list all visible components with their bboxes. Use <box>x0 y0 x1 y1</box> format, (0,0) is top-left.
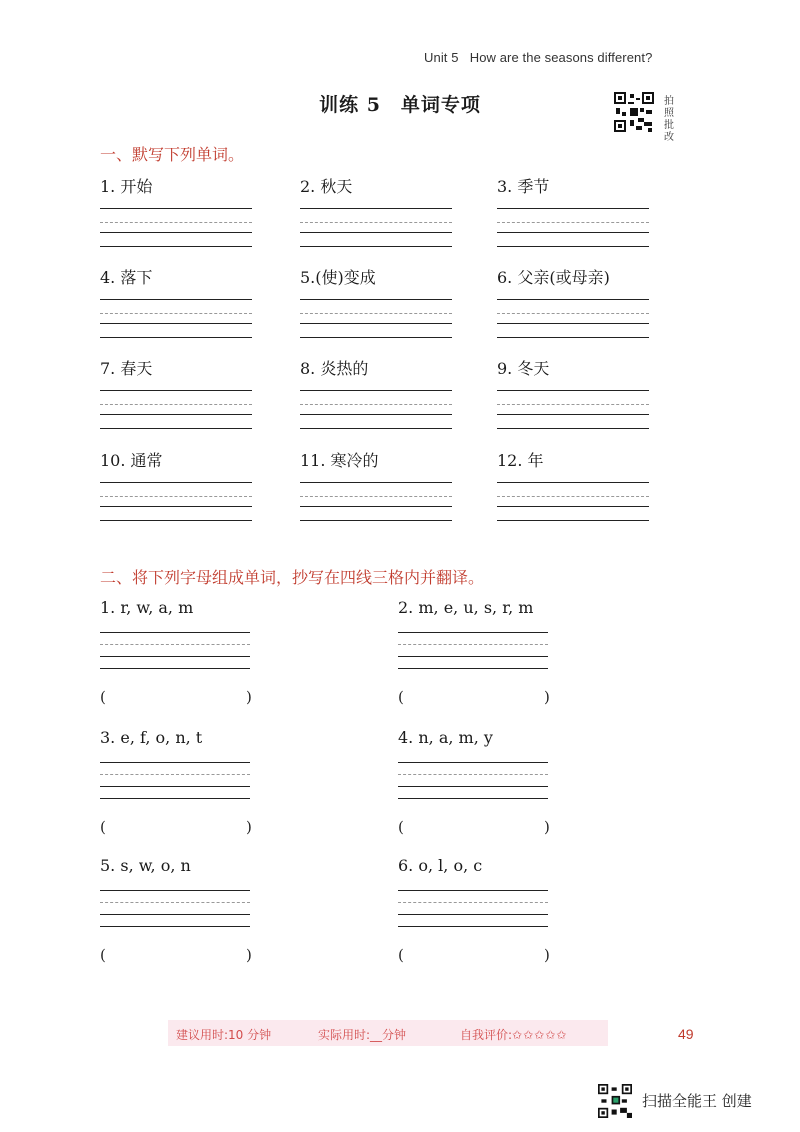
vocab-item-label: 11. 寒冷的 <box>300 451 379 470</box>
writing-line <box>497 299 649 300</box>
writing-line <box>100 656 250 657</box>
writing-line <box>300 337 452 338</box>
paren-open: ( <box>398 818 404 836</box>
writing-line <box>300 428 452 429</box>
writing-line <box>100 428 252 429</box>
writing-line <box>100 246 252 247</box>
writing-line <box>300 299 452 300</box>
star-rating[interactable]: ✩✩✩✩✩ <box>512 1028 568 1042</box>
writing-line <box>398 762 548 763</box>
scanner-qr-icon <box>598 1084 632 1118</box>
writing-line <box>100 668 250 669</box>
writing-line <box>497 404 649 405</box>
scramble-item-label: 3. e, f, o, n, t <box>100 728 203 747</box>
vocab-item-label: 3. 季节 <box>497 177 550 196</box>
writing-lines[interactable] <box>497 299 649 343</box>
writing-lines[interactable] <box>100 299 252 343</box>
writing-line <box>100 774 250 775</box>
vocab-item-label: 1. 开始 <box>100 177 153 196</box>
writing-lines[interactable] <box>300 208 452 252</box>
vocab-item-label: 10. 通常 <box>100 451 163 470</box>
writing-line <box>300 246 452 247</box>
writing-line <box>100 914 250 915</box>
writing-line <box>300 208 452 209</box>
writing-lines[interactable] <box>497 390 649 434</box>
writing-line <box>398 798 548 799</box>
running-header <box>424 50 652 65</box>
writing-lines[interactable] <box>300 390 452 434</box>
writing-line <box>398 902 548 903</box>
writing-line <box>497 414 649 415</box>
writing-line <box>100 762 250 763</box>
writing-line <box>100 798 250 799</box>
writing-lines[interactable] <box>100 632 250 676</box>
qr-caption-char: 批 <box>664 120 674 131</box>
writing-line <box>398 668 548 669</box>
writing-line <box>100 323 252 324</box>
exercise-title: 训练 5 单词专项 <box>319 94 481 116</box>
writing-line <box>398 926 548 927</box>
writing-line <box>100 232 252 233</box>
paren-close: ) <box>246 818 252 836</box>
writing-line <box>100 506 252 507</box>
writing-line <box>497 208 649 209</box>
writing-line <box>398 656 548 657</box>
writing-line <box>398 774 548 775</box>
writing-line <box>497 232 649 233</box>
writing-line <box>398 644 548 645</box>
vocab-item-label: 12. 年 <box>497 451 544 470</box>
writing-line <box>497 246 649 247</box>
page-number: 49 <box>678 1026 694 1042</box>
writing-line <box>100 902 250 903</box>
paren-open: ( <box>100 818 106 836</box>
qr-caption-char: 照 <box>664 108 674 119</box>
writing-line <box>300 390 452 391</box>
writing-lines[interactable] <box>100 762 250 806</box>
writing-lines[interactable] <box>300 482 452 526</box>
writing-line <box>100 299 252 300</box>
qr-caption-char: 改 <box>664 132 674 143</box>
writing-line <box>300 482 452 483</box>
paren-close: ) <box>544 946 550 964</box>
actual-time: 实际用时:__分钟 <box>318 1028 407 1042</box>
writing-line <box>497 313 649 314</box>
writing-line <box>497 428 649 429</box>
writing-line <box>300 506 452 507</box>
unit-label: Unit 5 <box>424 50 459 65</box>
writing-line <box>100 890 250 891</box>
scramble-item-label: 2. m, e, u, s, r, m <box>398 598 534 617</box>
suggested-time: 建议用时:10 分钟 <box>176 1028 272 1042</box>
scanner-watermark-text: 扫描全能王 创建 <box>642 1092 752 1110</box>
section-1-heading: 一、默写下列单词。 <box>100 145 245 164</box>
writing-line <box>100 222 252 223</box>
writing-line <box>100 520 252 521</box>
qr-caption-char: 拍 <box>664 96 674 107</box>
scramble-item-label: 1. r, w, a, m <box>100 598 194 617</box>
self-evaluation <box>460 1026 567 1043</box>
writing-line <box>100 313 252 314</box>
vocab-item-label: 2. 秋天 <box>300 177 353 196</box>
writing-line <box>300 232 452 233</box>
writing-line <box>497 323 649 324</box>
unit-title: How are the seasons different? <box>469 50 653 65</box>
writing-line <box>300 496 452 497</box>
qr-code-icon <box>614 92 654 132</box>
paren-open: ( <box>398 946 404 964</box>
writing-line <box>300 323 452 324</box>
writing-line <box>398 632 548 633</box>
writing-line <box>497 337 649 338</box>
writing-line <box>100 414 252 415</box>
writing-line <box>497 506 649 507</box>
scramble-item-label: 6. o, l, o, c <box>398 856 483 875</box>
writing-line <box>300 414 452 415</box>
qr-caption <box>662 96 676 144</box>
vocab-item-label: 5.(使)变成 <box>300 268 376 287</box>
vocab-item-label: 9. 冬天 <box>497 359 550 378</box>
paren-open: ( <box>100 946 106 964</box>
vocab-item-label: 7. 春天 <box>100 359 153 378</box>
vocab-item-label: 6. 父亲(或母亲) <box>497 268 610 287</box>
writing-line <box>300 313 452 314</box>
writing-line <box>497 482 649 483</box>
self-eval-label: 自我评价: <box>460 1028 513 1042</box>
writing-line <box>497 520 649 521</box>
writing-line <box>100 632 250 633</box>
writing-lines[interactable] <box>398 890 548 934</box>
writing-line <box>100 482 252 483</box>
vocab-item-label: 4. 落下 <box>100 268 153 287</box>
writing-line <box>100 337 252 338</box>
writing-line <box>100 786 250 787</box>
section-2-heading: 二、将下列字母组成单词，抄写在四线三格内并翻译。 <box>100 568 485 587</box>
writing-line <box>300 404 452 405</box>
paren-open: ( <box>100 688 106 706</box>
writing-line <box>100 496 252 497</box>
paren-close: ) <box>246 946 252 964</box>
writing-line <box>497 496 649 497</box>
writing-line <box>100 926 250 927</box>
paren-close: ) <box>544 688 550 706</box>
writing-line <box>100 644 250 645</box>
writing-lines[interactable] <box>497 208 649 252</box>
writing-lines[interactable] <box>398 632 548 676</box>
writing-line <box>497 222 649 223</box>
scramble-item-label: 5. s, w, o, n <box>100 856 191 875</box>
writing-line <box>398 914 548 915</box>
writing-lines[interactable] <box>398 762 548 806</box>
writing-line <box>300 222 452 223</box>
paren-close: ) <box>246 688 252 706</box>
writing-line <box>300 520 452 521</box>
scramble-item-label: 4. n, a, m, y <box>398 728 493 747</box>
writing-line <box>398 890 548 891</box>
writing-lines[interactable] <box>100 390 252 434</box>
vocab-item-label: 8. 炎热的 <box>300 359 369 378</box>
writing-line <box>497 390 649 391</box>
paren-open: ( <box>398 688 404 706</box>
writing-lines[interactable] <box>497 482 649 526</box>
writing-lines[interactable] <box>100 482 252 526</box>
writing-line <box>100 404 252 405</box>
writing-lines[interactable] <box>100 890 250 934</box>
writing-lines[interactable] <box>100 208 252 252</box>
writing-line <box>100 208 252 209</box>
writing-lines[interactable] <box>300 299 452 343</box>
paren-close: ) <box>544 818 550 836</box>
writing-line <box>100 390 252 391</box>
writing-line <box>398 786 548 787</box>
